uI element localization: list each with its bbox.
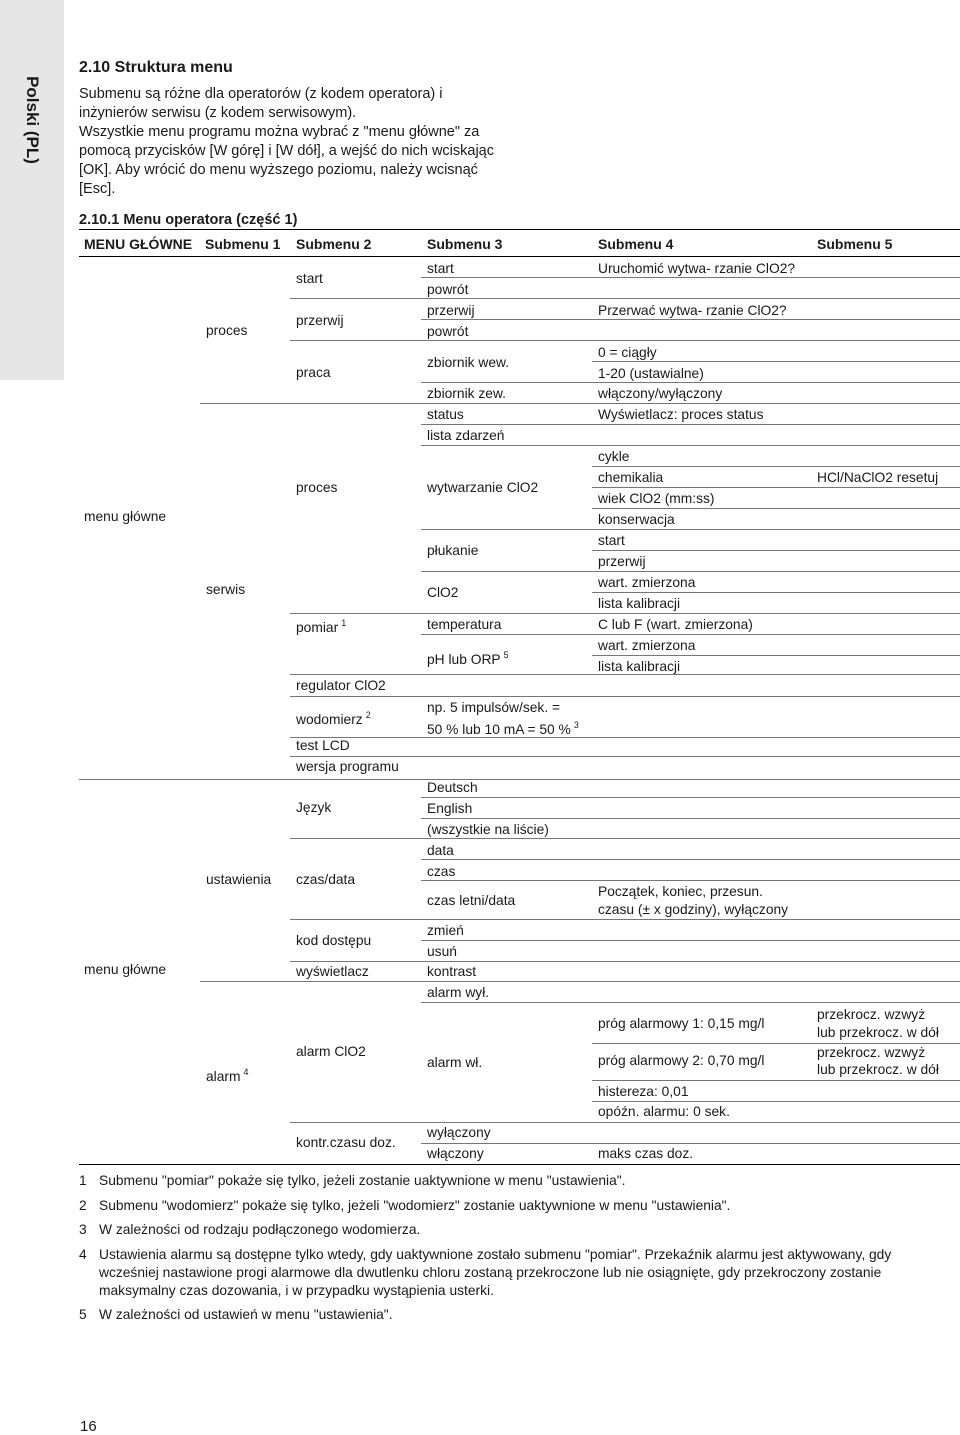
submenu3-cell: zmień — [427, 923, 464, 938]
submenu2-cell: regulator ClO2 — [296, 678, 386, 693]
submenu4-cell: Uruchomić wytwa- rzanie ClO2? — [598, 261, 796, 276]
submenu4-cell: wart. zmierzona — [598, 638, 696, 653]
row-divider — [421, 880, 960, 881]
row-divider — [421, 859, 960, 860]
submenu3-cell: czas — [427, 864, 456, 879]
row-divider — [200, 981, 960, 982]
submenu3-cell: usuń — [427, 944, 457, 959]
submenu3-cell: przerwij — [427, 303, 475, 318]
submenu1-cell: alarm $^4$ — [206, 1067, 249, 1084]
submenu2-cell: Język — [296, 800, 332, 815]
row-divider — [592, 1101, 960, 1102]
table-bottom-rule — [79, 1164, 960, 1165]
row-divider — [592, 466, 960, 467]
row-divider — [421, 1143, 960, 1144]
row-divider — [290, 613, 960, 614]
header-submenu-2: Submenu 2 — [296, 236, 372, 252]
submenu5-cell: lub przekrocz. w dół — [817, 1025, 939, 1040]
submenu4-cell: opóźn. alarmu: 0 sek. — [598, 1104, 730, 1119]
submenu3-cell: alarm wył. — [427, 985, 490, 1000]
submenu3-cell: status — [427, 407, 464, 422]
header-submenu-1: Submenu 1 — [205, 236, 281, 252]
submenu3-cell: temperatura — [427, 617, 502, 632]
row-divider — [592, 1043, 960, 1044]
submenu4-cell: lista kalibracji — [598, 659, 681, 674]
row-divider — [290, 696, 960, 697]
submenu3-cell: ClO2 — [427, 585, 459, 600]
header-main-menu: MENU GŁÓWNE — [84, 236, 193, 252]
subsection-title: 2.10.1 Menu operatora (część 1) — [79, 212, 298, 228]
submenu5-cell: przekrocz. wzwyż — [817, 1045, 926, 1060]
row-divider — [421, 382, 960, 383]
submenu2-cell: wyświetlacz — [296, 964, 369, 979]
submenu3-cell: zbiornik zew. — [427, 386, 506, 401]
row-divider — [290, 838, 960, 839]
main-menu-cell: menu główne — [84, 509, 167, 524]
submenu4-cell: przerwij — [598, 554, 646, 569]
submenu1-cell: ustawienia — [206, 872, 272, 887]
submenu3-cell: kontrast — [427, 964, 477, 979]
submenu4-cell: cykle — [598, 449, 630, 464]
submenu1-cell: serwis — [206, 582, 246, 597]
submenu3-cell: (wszystkie na liście) — [427, 822, 549, 837]
row-divider — [421, 1002, 960, 1003]
submenu3-cell: włączony — [427, 1146, 484, 1161]
submenu2-cell: proces — [296, 480, 338, 495]
submenu5-cell: HCl/NaClO2 resetuj — [817, 470, 939, 485]
row-divider — [421, 424, 960, 425]
submenu3-cell: data — [427, 843, 454, 858]
submenu3-cell: alarm wł. — [427, 1055, 483, 1070]
submenu4-cell: chemikalia — [598, 470, 664, 485]
intro-section — [79, 58, 499, 230]
submenu4-cell: C lub F (wart. zmierzona) — [598, 617, 753, 632]
submenu3-cell: płukanie — [427, 543, 479, 558]
row-divider — [421, 445, 960, 446]
submenu2-cell: przerwij — [296, 313, 344, 328]
footnote: 4 Ustawienia alarmu są dostępne tylko wtedy, gdy uaktywnione zostało submenu "pomiar". Przekaźnik alarmu jest aktywowany, gdy wcześniej nastawione progi alarmowe dla dwutlenku chloru zostaną przekroczone lub nie osiągnięte, gdy przekroczony zostanie maksymalny czas dozowania, i w przypadku wystąpienia usterki. — [79, 1247, 892, 1298]
page-number: 16 — [80, 1418, 97, 1435]
row-divider — [421, 797, 960, 798]
intro-paragraph-2: Wszystkie menu programu można wybrać z "menu główne" za pomocą przycisków [W górę] i [W dół], a wejść do nich wciskając [OK]. Aby wrócić do menu wyższego poziomu, należy wcisnąć [Esc]. — [79, 124, 494, 197]
row-divider — [290, 737, 960, 738]
submenu4-cell: Wyświetlacz: proces status — [598, 407, 764, 422]
row-divider — [592, 1080, 960, 1081]
header-submenu-5: Submenu 5 — [817, 236, 893, 252]
row-divider — [421, 634, 960, 635]
row-divider — [79, 779, 960, 780]
submenu4-cell: konserwacja — [598, 512, 675, 527]
submenu4-cell: Początek, koniec, przesun. — [598, 884, 763, 899]
header-submenu-4: Submenu 4 — [598, 236, 674, 252]
row-divider — [421, 940, 960, 941]
row-divider — [592, 508, 960, 509]
submenu3-cell: English — [427, 801, 473, 816]
submenu4-cell: czasu (± x godziny), wyłączony — [598, 902, 789, 917]
submenu5-cell: lub przekrocz. w dół — [817, 1062, 939, 1077]
submenu4-cell: 0 = ciągły — [598, 345, 657, 360]
row-divider — [421, 818, 960, 819]
footnote: 2 Submenu "wodomierz" pokaże się tylko, jeżeli "wodomierz" zostanie uaktywnione w menu "ustawienia". — [79, 1198, 731, 1213]
submenu2-cell: alarm ClO2 — [296, 1044, 366, 1059]
main-menu-cell: menu główne — [84, 962, 167, 977]
row-divider — [290, 298, 960, 299]
row-divider — [592, 487, 960, 488]
footnote: 1 Submenu "pomiar" pokaże się tylko, jeżeli zostanie uaktywnione w menu "ustawienia". — [79, 1173, 626, 1188]
submenu3-cell: zbiornik wew. — [427, 355, 510, 370]
table-header-rule — [79, 256, 960, 257]
header-submenu-3: Submenu 3 — [427, 236, 503, 252]
submenu3-cell: 50 % lub 10 mA = 50 % $^3$ — [427, 720, 579, 737]
row-divider — [592, 550, 960, 551]
table-top-rule — [79, 229, 960, 230]
submenu4-cell: maks czas doz. — [598, 1146, 694, 1161]
language-side-tab — [0, 0, 64, 380]
row-divider — [290, 756, 960, 757]
row-divider — [290, 961, 960, 962]
submenu4-cell: lista kalibracji — [598, 596, 681, 611]
row-divider — [421, 529, 960, 530]
submenu2-cell: pomiar $^1$ — [296, 618, 347, 635]
submenu3-cell: np. 5 impulsów/sek. = — [427, 700, 561, 715]
submenu3-cell: wytwarzanie ClO2 — [427, 480, 539, 495]
row-divider — [592, 592, 960, 593]
submenu4-cell: próg alarmowy 1: 0,15 mg/l — [598, 1016, 765, 1031]
submenu2-cell: praca — [296, 365, 331, 380]
submenu3-cell: powrót — [427, 324, 469, 339]
row-divider — [290, 340, 960, 341]
submenu5-cell: przekrocz. wzwyż — [817, 1007, 926, 1022]
submenu4-cell: wiek ClO2 (mm:ss) — [598, 491, 715, 506]
row-divider — [592, 361, 960, 362]
row-divider — [200, 403, 960, 404]
submenu1-cell: proces — [206, 323, 248, 338]
submenu2-cell: czas/data — [296, 872, 356, 887]
submenu4-cell: Przerwać wytwa- rzanie ClO2? — [598, 303, 787, 318]
submenu3-cell: wyłączony — [427, 1125, 491, 1140]
submenu4-cell: histereza: 0,01 — [598, 1084, 689, 1099]
section-title: 2.10 Struktura menu — [79, 59, 233, 76]
submenu2-cell: wodomierz $^2$ — [296, 710, 371, 727]
submenu2-cell: kod dostępu — [296, 933, 372, 948]
submenu3-cell: Deutsch — [427, 780, 478, 795]
submenu2-cell: start — [296, 271, 323, 286]
row-divider — [290, 919, 960, 920]
row-divider — [421, 571, 960, 572]
footnote: 3 W zależności od rodzaju podłączonego wodomierza. — [79, 1222, 421, 1237]
submenu4-cell: próg alarmowy 2: 0,70 mg/l — [598, 1053, 765, 1068]
submenu4-cell: włączony/wyłączony — [598, 386, 723, 401]
row-divider — [421, 319, 960, 320]
language-tab-label: Polski (PL) — [23, 76, 42, 164]
submenu3-cell: start — [427, 261, 454, 276]
submenu4-cell: 1-20 (ustawialne) — [598, 366, 704, 381]
row-divider — [592, 655, 960, 656]
submenu3-cell: powrót — [427, 282, 469, 297]
submenu2-cell: test LCD — [296, 738, 350, 753]
row-divider — [290, 1122, 960, 1123]
submenu3-cell: pH lub ORP $^5$ — [427, 650, 509, 667]
submenu4-cell: wart. zmierzona — [598, 575, 696, 590]
row-divider — [421, 277, 960, 278]
submenu2-cell: kontr.czasu doz. — [296, 1135, 396, 1150]
footnote: 5 W zależności od ustawień w menu "ustawienia". — [79, 1307, 393, 1322]
submenu3-cell: czas letni/data — [427, 893, 516, 908]
intro-paragraph-1: Submenu są różne dla operatorów (z kodem operatora) i inżynierów serwisu (z kodem serwisowym). — [79, 86, 443, 121]
submenu3-cell: lista zdarzeń — [427, 428, 505, 443]
submenu4-cell: start — [598, 533, 625, 548]
submenu2-cell: wersja programu — [296, 759, 399, 774]
